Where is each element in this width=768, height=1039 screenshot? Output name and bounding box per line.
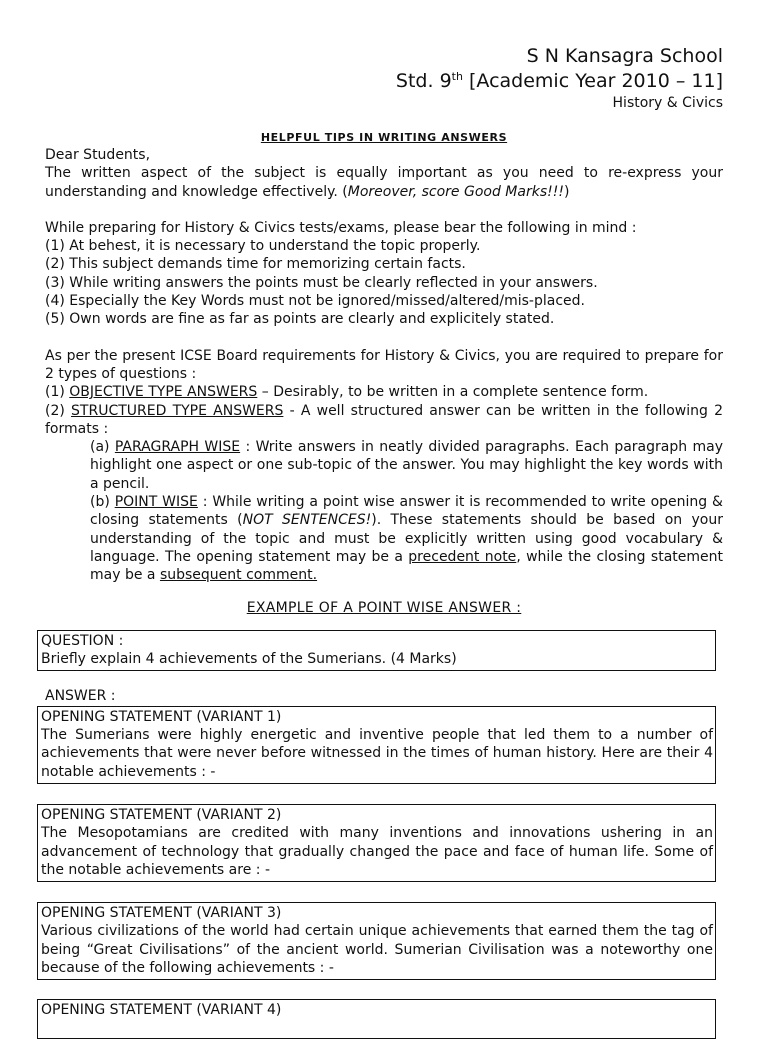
prep-point: (5) Own words are fine as far as points are clearly and explicitely stated. — [45, 311, 555, 328]
prep-point: (1) At behest, it is necessary to understand the topic properly. — [45, 238, 481, 255]
variant-box — [37, 999, 716, 1039]
intro-paragraph: The written aspect of the subject is equally important as you need to re-express your understanding and knowledge effectively. (Moreover, score Good Marks!!!) — [45, 165, 723, 200]
variant-text: The Mesopotamians are credited with many inventions and innovations ushering in an advancement of technology that gradually changed the pace and face of human life. Some of the notable achievements are : - — [41, 825, 713, 878]
example-heading: EXAMPLE OF A POINT WISE ANSWER : — [246, 599, 522, 616]
variant-text: The Sumerians were highly energetic and inventive people that led them to a number of achievements that were never before witnessed in the times of human history. Here are their 4 notable achievements : - — [41, 727, 713, 780]
objective-type: (1) OBJECTIVE TYPE ANSWERS – Desirably, to be written in a complete sentence form. — [45, 384, 649, 401]
structured-type: (2) STRUCTURED TYPE ANSWERS - A well structured answer can be written in the following 2 formats : — [45, 402, 724, 437]
prep-lead: While preparing for History & Civics tests/exams, please bear the following in mind : — [45, 219, 637, 236]
subject-title: History & Civics — [612, 95, 723, 111]
variant-box — [37, 804, 716, 882]
variant-box — [37, 902, 716, 980]
question-text: Briefly explain 4 achievements of the Sumerians. (4 Marks) — [41, 651, 457, 668]
variant-title: OPENING STATEMENT (VARIANT 4) — [41, 1002, 282, 1019]
paragraph-wise: (a) PARAGRAPH WISE : Write answers in neatly divided paragraphs. Each paragraph may highlight one aspect or one sub-topic of the answer. You may highlight the key words with a pencil. — [90, 439, 723, 492]
variant-title: OPENING STATEMENT (VARIANT 3) — [41, 905, 282, 922]
variant-box — [37, 706, 716, 784]
academic-year: Std. 9th [Academic Year 2010 – 11] — [395, 70, 723, 92]
variant-title: OPENING STATEMENT (VARIANT 1) — [41, 708, 282, 725]
prep-point: (3) While writing answers the points must be clearly reflected in your answers. — [45, 274, 598, 291]
school-name: S N Kansagra School — [526, 45, 723, 67]
question-label: QUESTION : — [41, 632, 124, 649]
point-wise: (b) POINT WISE : While writing a point wise answer it is recommended to write opening & closing statements (NOT SENTENCES!). These statements should be based on your understanding of the topic and must be explicitly written using good vocabulary & language. The opening statement may be a precedent note, while the closing statement may be a subsequent comment. — [90, 494, 723, 584]
question-box — [37, 630, 716, 672]
variant-title: OPENING STATEMENT (VARIANT 2) — [41, 806, 282, 823]
variant-text: Various civilizations of the world had certain unique achievements that earned them the tag of being “Great Civilisations” of the ancient world. Sumerian Civilisation was a noteworthy one because of the following achievements : - — [41, 923, 713, 976]
prep-point: (2) This subject demands time for memorizing certain facts. — [45, 256, 466, 273]
tips-heading: HELPFUL TIPS IN WRITING ANSWERS — [260, 131, 508, 144]
answer-label: ANSWER : — [45, 688, 116, 705]
icse-lead: As per the present ICSE Board requirements for History & Civics, you are required to prepare for 2 types of questions : — [45, 347, 723, 382]
prep-point: (4) Especially the Key Words must not be ignored/missed/altered/mis-placed. — [45, 293, 585, 310]
greeting: Dear Students, — [45, 147, 151, 163]
